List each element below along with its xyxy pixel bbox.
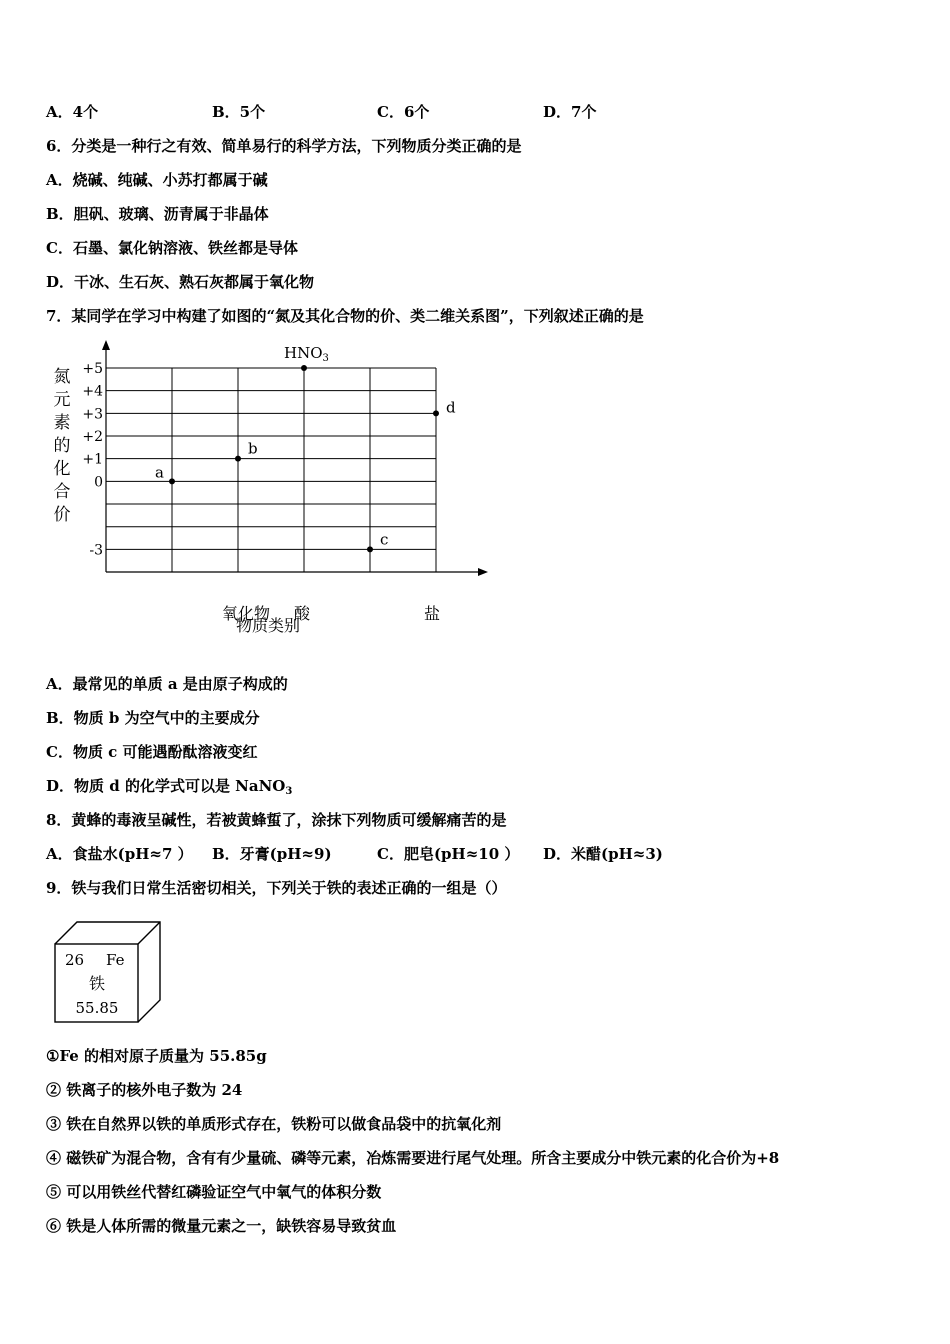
q9-statement-1: ①Fe 的相对原子质量为 55.85g [46,1047,267,1065]
y-tick-label: +1 [82,451,103,468]
q9-statement-2: ② 铁离子的核外电子数为 24 [46,1081,243,1099]
chart-point [301,365,307,371]
q8-option-a: A．食盐水(pH≈7 ） [46,845,193,863]
q5-option-b: B．5个 [212,103,266,121]
q9-statement-4: ④ 磁铁矿为混合物，含有有少量硫、磷等元素，冶炼需要进行尾气处理。所含主要成分中铁元素的化合价为+8 [46,1149,780,1167]
y-axis-label-char: 价 [53,505,71,525]
x-category-label: 盐 [423,604,441,624]
chart-point [235,456,241,462]
q8-option-c: C．肥皂(pH≈10 ） [377,845,520,863]
chart-points [155,344,456,552]
element-name: 铁 [88,974,106,993]
y-axis-label-char: 元 [53,390,71,410]
q8-option-d: D．米醋(pH≈3) [543,845,663,863]
element-card-iron [50,918,165,1028]
q7-option-a: A．最常见的单质 a 是由原子构成的 [46,675,288,693]
q9-statement-5: ⑤ 可以用铁丝代替红磷验证空气中氧气的体积分数 [46,1183,382,1201]
q9-stem: 9．铁与我们日常生活密切相关，下列关于铁的表述正确的一组是（） [46,879,507,897]
q8-option-b: B．牙膏(pH≈9) [212,845,332,863]
y-axis-label-char: 素 [53,413,71,433]
q6-option-c: C．石墨、氯化钠溶液、铁丝都是导体 [46,239,298,257]
y-tick-label: -3 [89,542,103,559]
q6-option-a: A．烧碱、纯碱、小苏打都属于碱 [46,171,268,189]
valence-class-chart [0,330,520,650]
q9-statement-3: ③ 铁在自然界以铁的单质形式存在，铁粉可以做食品袋中的抗氧化剂 [46,1115,502,1133]
chart-point [169,478,175,484]
chart-point [433,410,439,416]
x-axis-label: 物质类别 [235,616,301,635]
y-axis-arrow [102,340,110,350]
q6-option-b: B．胆矾、玻璃、沥青属于非晶体 [46,205,269,223]
q5-option-a: A．4个 [46,103,99,121]
q7-option-d-subscript: 3 [285,786,293,797]
chart-point-label: b [248,439,258,458]
x-category-label: 氧化物 [221,604,271,624]
y-axis-label-char: 合 [53,482,71,502]
q8-stem: 8．黄蜂的毒液呈碱性，若被黄蜂蜇了，涂抹下列物质可缓解痛苦的是 [46,811,507,829]
chart-point [367,546,373,552]
q7-option-d-text: D．物质 d 的化学式可以是 NaNO [46,777,286,795]
q9-statement-6: ⑥ 铁是人体所需的微量元素之一，缺铁容易导致贫血 [46,1217,397,1235]
y-axis-label-char: 氮 [53,367,71,387]
chart-point-label: c [380,530,389,549]
y-axis-label [54,367,71,525]
y-axis-label-char: 化 [53,459,71,479]
chart-point-label: d [446,398,456,417]
element-symbol: Fe [106,951,125,969]
y-tick-label: +3 [82,406,103,423]
q7-option-d [46,776,292,799]
chart-point-label-subscript: 3 [322,353,329,364]
y-tick-label: +2 [82,429,103,446]
q7-option-b: B．物质 b 为空气中的主要成分 [46,709,260,727]
y-axis-label-char: 的 [53,436,71,456]
q5-option-c: C．6个 [377,103,430,121]
q6-option-d: D．干冰、生石灰、熟石灰都属于氧化物 [46,273,315,291]
q5-option-d: D．7个 [543,103,597,121]
q7-option-c: C．物质 c 可能遇酚酞溶液变红 [46,743,258,761]
q7-stem: 7．某同学在学习中构建了如图的“氮及其化合物的价、类二维关系图”，下列叙述正确的是 [46,307,644,325]
y-tick-label: +5 [82,361,103,377]
x-axis-arrow [478,568,488,576]
chart-axes [102,340,488,576]
element-number: 26 [65,951,85,969]
y-tick-label: 0 [94,474,103,491]
y-tick-labels [82,361,103,558]
x-category-label: 酸 [293,604,311,624]
y-tick-label: +4 [82,383,103,400]
chart-point-label: a [155,463,164,482]
element-mass: 55.85 [75,999,119,1017]
q6-stem: 6．分类是一种行之有效、简单易行的科学方法，下列物质分类正确的是 [46,137,522,155]
chart-point-label: $HNO_3$ [284,344,329,364]
